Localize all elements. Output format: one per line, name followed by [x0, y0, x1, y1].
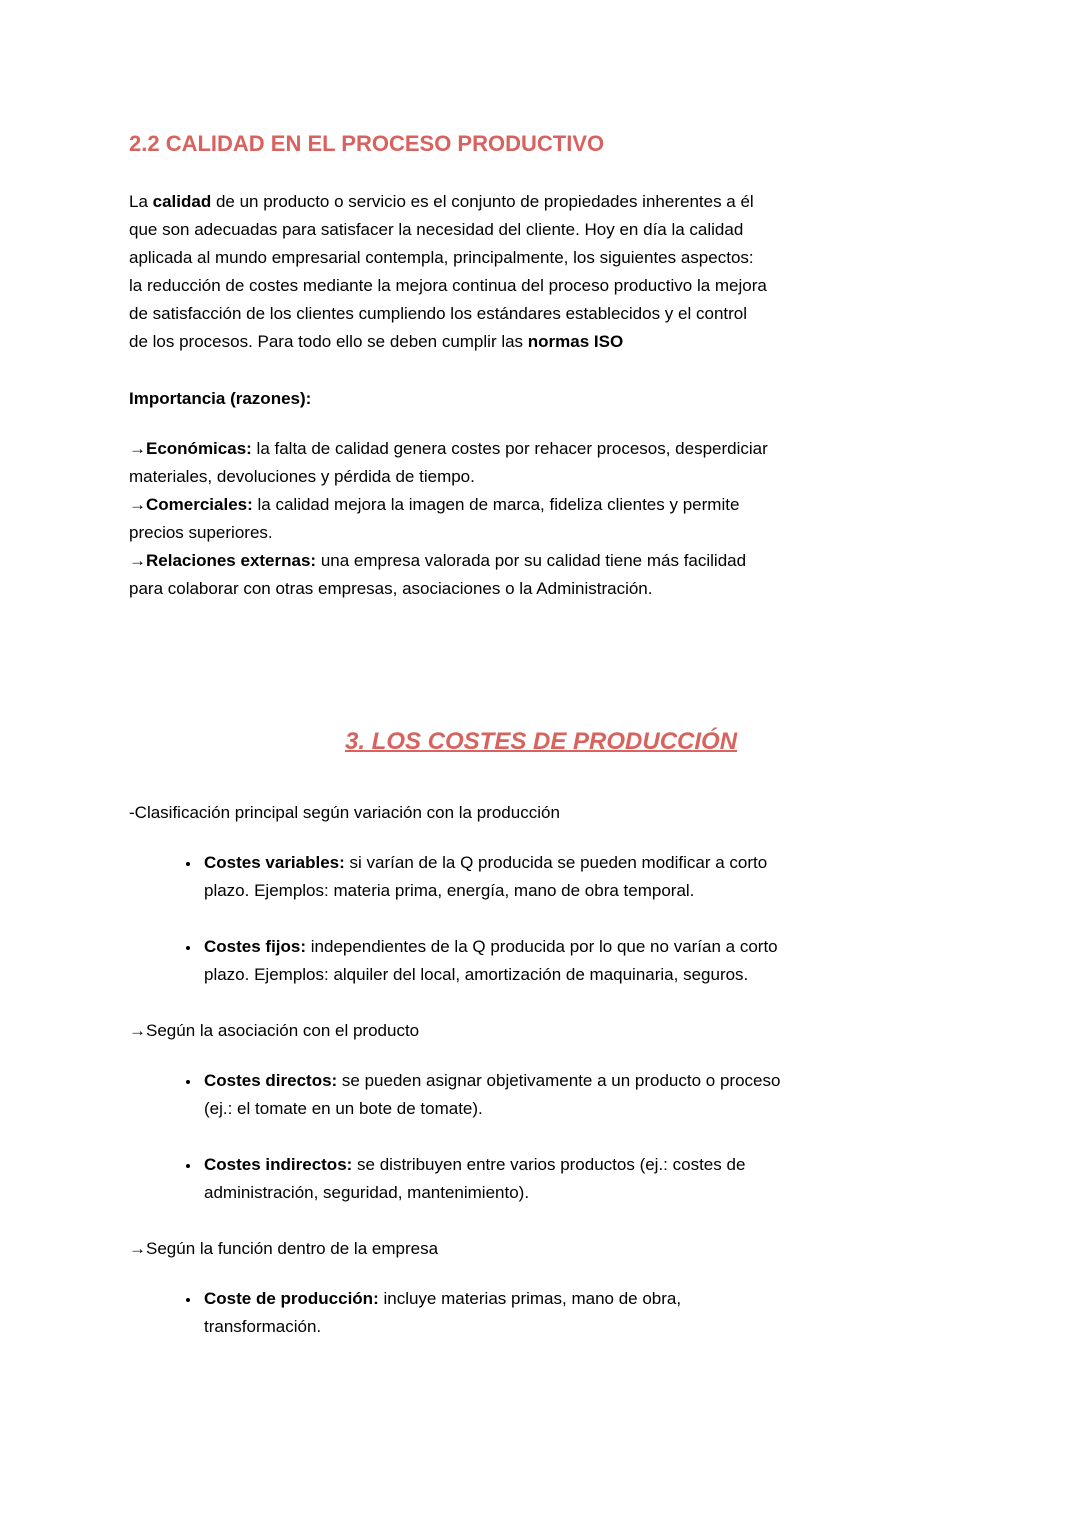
- bold-text: normas ISO: [527, 332, 624, 351]
- text-run: administración, seguridad, mantenimiento).: [204, 1183, 530, 1202]
- bold-text: Costes variables:: [204, 853, 345, 872]
- reason-line: [129, 491, 953, 547]
- text-run: la falta de calidad genera costes por rehacer procesos, desperdiciar: [251, 439, 768, 458]
- text-run: independientes de la Q producida por lo que no varían a corto: [306, 937, 778, 956]
- text-run: incluye materias primas, mano de obra,: [378, 1289, 682, 1308]
- text-run: materiales, devoluciones y pérdida de tiempo.: [129, 467, 475, 486]
- section-heading-calidad: 2.2 CALIDAD EN EL PROCESO PRODUCTIVO: [129, 131, 605, 156]
- bold-text: Comerciales:: [146, 495, 253, 514]
- bullet-list-variacion: [129, 849, 953, 989]
- text-run: se distribuyen entre varios productos (ej.: costes de: [352, 1155, 746, 1174]
- text-run: →: [129, 495, 146, 514]
- document-content: [129, 131, 953, 1369]
- section-heading-costes: 3. LOS COSTES DE PRODUCCIÓN: [344, 728, 738, 755]
- group-label-funcion: →Según la función dentro de la empresa: [129, 1239, 439, 1258]
- bullet-list-funcion: [129, 1285, 953, 1341]
- text-run: transformación.: [204, 1317, 322, 1336]
- bold-text: Costes fijos:: [204, 937, 307, 956]
- text-run: plazo. Ejemplos: materia prima, energía, mano de obra temporal.: [204, 881, 695, 900]
- bold-text: Costes indirectos:: [204, 1155, 353, 1174]
- bold-text: Relaciones externas:: [146, 551, 317, 570]
- bold-text: Económicas:: [146, 439, 252, 458]
- text-run: (ej.: el tomate en un bote de tomate).: [204, 1099, 483, 1118]
- bullet-item: [201, 849, 953, 905]
- text-run: para colaborar con otras empresas, asociaciones o la Administración.: [129, 579, 653, 598]
- text-run: la calidad mejora la imagen de marca, fideliza clientes y permite: [252, 495, 740, 514]
- text-run: de los procesos. Para todo ello se deben cumplir las: [129, 332, 528, 351]
- group-label-asociacion: →Según la asociación con el producto: [129, 1021, 420, 1040]
- bullet-item: [201, 1067, 953, 1123]
- reason-line: [129, 435, 953, 491]
- text-run: La: [129, 192, 153, 211]
- group-label-variacion: -Clasificación principal según variación con la producción: [129, 803, 560, 822]
- text-run: una empresa valorada por su calidad tiene más facilidad: [316, 551, 747, 570]
- importance-heading: Importancia (razones):: [129, 389, 312, 408]
- bold-text: calidad: [152, 192, 212, 211]
- bold-text: Costes directos:: [204, 1071, 338, 1090]
- intro-paragraph: [129, 188, 953, 356]
- bold-text: Coste de producción:: [204, 1289, 379, 1308]
- bullet-item: [201, 933, 953, 989]
- text-run: plazo. Ejemplos: alquiler del local, amortización de maquinaria, seguros.: [204, 965, 749, 984]
- bullet-item: [201, 1285, 953, 1341]
- text-run: que son adecuadas para satisfacer la necesidad del cliente. Hoy en día la calidad: [129, 220, 744, 239]
- text-run: aplicada al mundo empresarial contempla, principalmente, los siguientes aspectos:: [129, 248, 754, 267]
- text-run: →: [129, 439, 146, 458]
- text-run: la reducción de costes mediante la mejora continua del proceso productivo la mejora: [129, 276, 767, 295]
- reasons-list: [129, 435, 953, 603]
- text-run: se pueden asignar objetivamente a un producto o proceso: [337, 1071, 781, 1090]
- reason-line: [129, 547, 953, 603]
- bullet-item: [201, 1151, 953, 1207]
- text-run: de un producto o servicio es el conjunto de propiedades inherentes a él: [211, 192, 754, 211]
- text-run: si varían de la Q producida se pueden modificar a corto: [344, 853, 768, 872]
- bullet-list-asociacion: [129, 1067, 953, 1207]
- text-run: de satisfacción de los clientes cumpliendo los estándares establecidos y el control: [129, 304, 748, 323]
- text-run: precios superiores.: [129, 523, 273, 542]
- text-run: →: [129, 551, 146, 570]
